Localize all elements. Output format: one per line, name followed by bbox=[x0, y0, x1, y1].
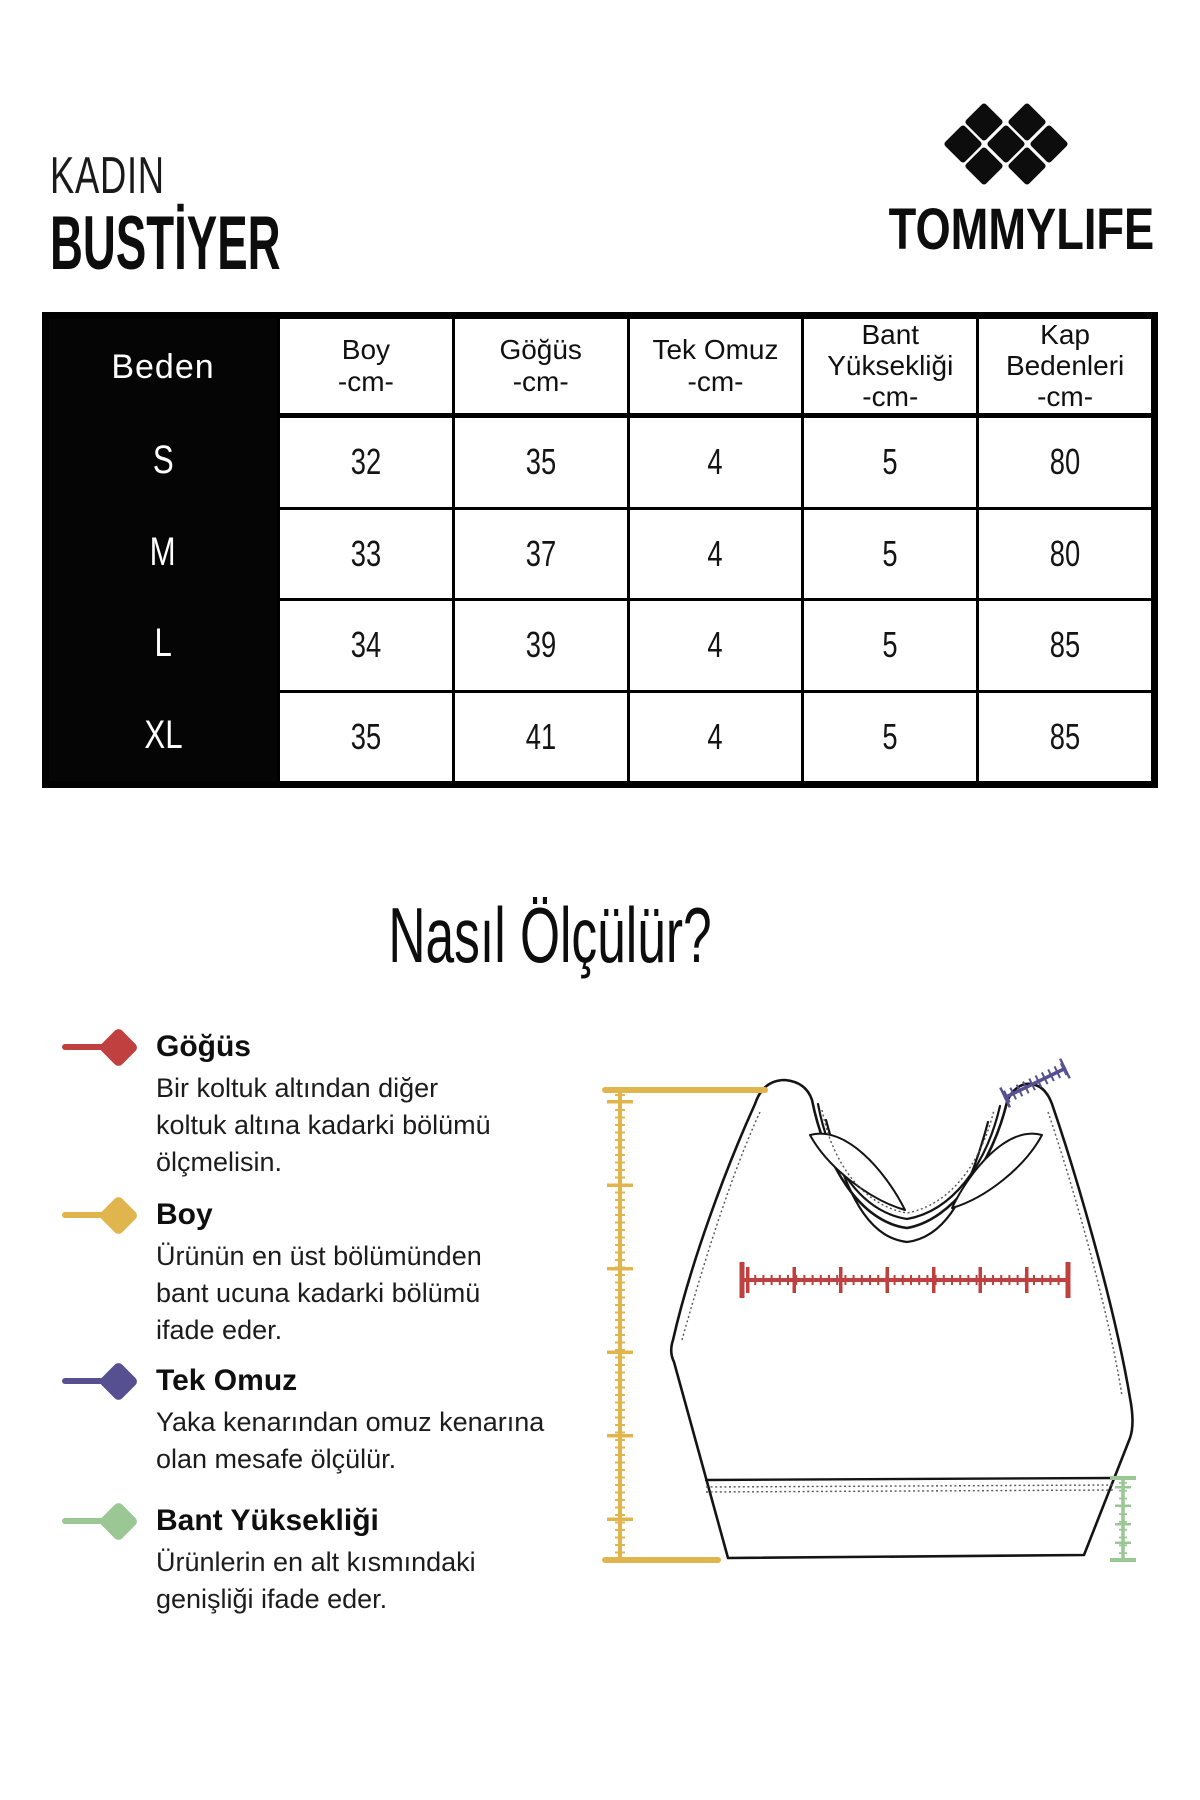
brand-logo-icon bbox=[941, 100, 1071, 188]
legend-item-gogus bbox=[62, 1026, 491, 1181]
table-cell: 35 bbox=[277, 690, 452, 782]
table-cell: 39 bbox=[452, 598, 627, 690]
product-title: BUSTİYER bbox=[50, 201, 281, 286]
size-row-label: XL bbox=[49, 690, 277, 782]
table-cell: 4 bbox=[627, 415, 802, 507]
table-cell: 5 bbox=[801, 507, 976, 599]
bant-yuksekligi-ruler bbox=[1110, 1478, 1136, 1560]
table-cell: 80 bbox=[976, 415, 1151, 507]
legend-description: Bir koltuk altından diğer koltuk altına kadarki bölümü ölçmelisin. bbox=[156, 1073, 491, 1177]
size-table bbox=[42, 312, 1158, 788]
boy-diamond-icon bbox=[62, 1194, 142, 1236]
legend-item-tek-omuz bbox=[62, 1360, 544, 1478]
table-cell: 5 bbox=[801, 415, 976, 507]
col-header-boy: Boy -cm- bbox=[277, 319, 452, 415]
table-cell: 37 bbox=[452, 507, 627, 599]
size-row-label: S bbox=[49, 415, 277, 507]
table-cell: 41 bbox=[452, 690, 627, 782]
legend-description: Ürünlerin en alt kısmındaki genişliği ifade eder. bbox=[156, 1547, 476, 1614]
legend-description: Yaka kenarından omuz kenarına olan mesafe ölçülür. bbox=[156, 1407, 545, 1474]
legend-item-boy bbox=[62, 1194, 482, 1349]
table-cell: 4 bbox=[627, 507, 802, 599]
table-cell: 34 bbox=[277, 598, 452, 690]
table-cell: 4 bbox=[627, 598, 802, 690]
table-cell: 4 bbox=[627, 690, 802, 782]
legend-title: Göğüs bbox=[156, 1030, 251, 1063]
table-cell: 80 bbox=[976, 507, 1151, 599]
table-cell: 5 bbox=[801, 690, 976, 782]
table-cell: 33 bbox=[277, 507, 452, 599]
col-header-kap-bedenleri: Kap Bedenleri -cm- bbox=[976, 319, 1151, 415]
how-to-measure-title: Nasıl Ölçülür? bbox=[388, 891, 712, 979]
col-header-tek-omuz: Tek Omuz -cm- bbox=[627, 319, 802, 415]
table-cell: 5 bbox=[801, 598, 976, 690]
legend-description: Ürünün en üst bölümünden bant ucuna kadarki bölümü ifade eder. bbox=[156, 1241, 482, 1345]
size-row-label: M bbox=[49, 507, 277, 599]
table-cell: 85 bbox=[976, 598, 1151, 690]
col-header-gogus: Göğüs -cm- bbox=[452, 319, 627, 415]
legend-title: Bant Yüksekliği bbox=[156, 1504, 379, 1537]
legend-title: Boy bbox=[156, 1198, 213, 1231]
tek-omuz-diamond-icon bbox=[62, 1360, 142, 1402]
gogus-diamond-icon bbox=[62, 1026, 142, 1068]
bustier-outline bbox=[671, 1080, 1132, 1558]
legend-title: Tek Omuz bbox=[156, 1364, 298, 1397]
table-corner-header: Beden bbox=[49, 319, 277, 415]
table-cell: 85 bbox=[976, 690, 1151, 782]
size-row-label: L bbox=[49, 598, 277, 690]
bant-yuksekligi-diamond-icon bbox=[62, 1500, 142, 1542]
bustier-measurement-diagram bbox=[560, 1040, 1180, 1600]
col-header-bant-yuksekligi: Bant Yüksekliği -cm- bbox=[801, 319, 976, 415]
legend-item-bant-yuksekligi bbox=[62, 1500, 476, 1618]
table-cell: 32 bbox=[277, 415, 452, 507]
table-cell: 35 bbox=[452, 415, 627, 507]
brand-name: TOMMYLIFE bbox=[888, 197, 1155, 262]
category-label: KADIN bbox=[50, 147, 165, 205]
